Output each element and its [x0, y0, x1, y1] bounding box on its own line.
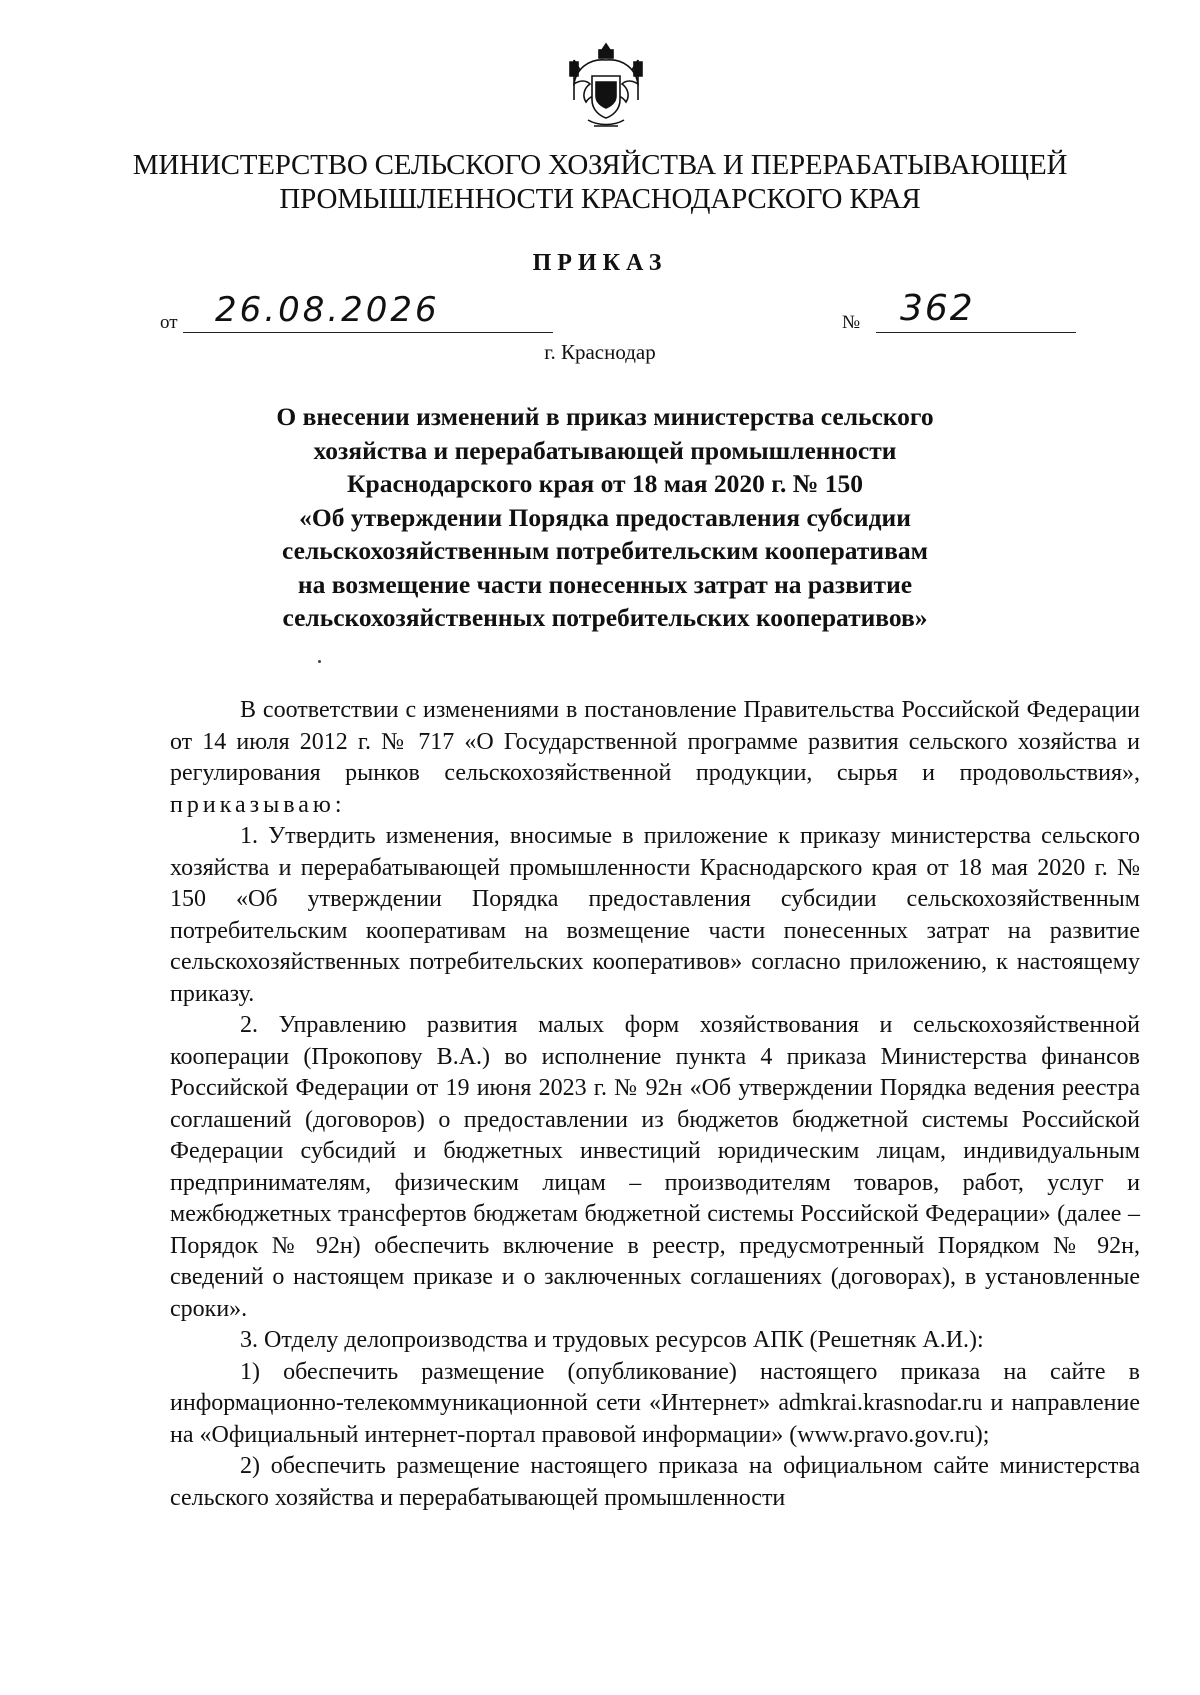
- ministry-line-2: ПРОМЫШЛЕННОСТИ КРАСНОДАРСКОГО КРАЯ: [279, 183, 921, 215]
- document-title: [200, 400, 1010, 635]
- title-line: сельскохозяйственных потребительских кооперативов»: [282, 603, 928, 632]
- handwritten-number: 362: [900, 288, 975, 329]
- date-label: от: [160, 312, 178, 333]
- city: г. Краснодар: [544, 340, 656, 364]
- paragraph-1: 1. Утвердить изменения, вносимые в приложение к приказу министерства сельского хозяйства и перерабатывающей промышленности Краснодарского края от 18 мая 2020 г. № 150 «Об утверждении Порядка предоставления субсидии сельскохозяйственным потребительским кооперативам на возмещение части понесенных затрат на развитие сельскохозяйственных потребительских кооперативов» согласно приложению, к настоящему приказу.: [170, 823, 1140, 1007]
- date-number-row: [160, 288, 1120, 338]
- paragraph-3: 3. Отделу делопроизводства и трудовых ресурсов АПК (Решетняк А.И.):: [240, 1327, 984, 1353]
- title-line: Краснодарского края от 18 мая 2020 г. № 150: [347, 469, 863, 498]
- title-line: О внесении изменений в приказ министерства сельского: [276, 402, 934, 431]
- document-type: ПРИКАЗ: [532, 250, 668, 276]
- title-line: на возмещение части понесенных затрат на развитие: [297, 569, 913, 599]
- ministry-line-1: МИНИСТЕРСТВО СЕЛЬСКОГО ХОЗЯЙСТВА И ПЕРЕРАБАТЫВАЮЩЕЙ: [132, 149, 1068, 181]
- document-body: [170, 695, 1140, 1514]
- stray-dot: [318, 660, 321, 663]
- date-underline: [183, 332, 553, 333]
- handwritten-date: 26.08.2026: [215, 290, 440, 330]
- title-line: сельскохозяйственным потребительским кооперативам: [282, 536, 928, 565]
- paragraph-2: 2. Управлению развития малых форм хозяйствования и сельскохозяйственной кооперации (Прокопову В.А.) во исполнение пункта 4 приказа Министерства финансов Российской Федерации от 19 июня 2023 г. № 92н «Об утверждении Порядка ведения реестра соглашений (договоров) о предоставлении из бюджетов бюджетной системы Российской Федерации субсидий и бюджетных инвестиций юридическим лицам, индивидуальным предпринимателям, физическим лицам – производителям товаров, работ, услуг и межбюджетных трансфертов бюджетам бюджетной системы Российской Федерации» (далее – Порядок № 92н) обеспечить включение в реестр, предусмотренный Порядком № 92н, сведений о настоящем приказе и о заключенных соглашениях (договорах), в установленные сроки».: [170, 1012, 1140, 1322]
- coat-of-arms-icon: [566, 40, 646, 136]
- title-line: хозяйства и перерабатывающей промышленности: [313, 435, 897, 465]
- title-line: «Об утверждении Порядка предоставления субсидии: [299, 502, 911, 532]
- intro-text: В соответствии с изменениями в постановление Правительства Российской Федерации от 14 июля 2012 г. № 717 «О Государственной программе развития сельского хозяйства и регулирования рынков сельскохозяйственной продукции, сырья и продовольствия»,: [170, 697, 1140, 786]
- order-word: приказываю:: [170, 791, 346, 818]
- number-label: №: [842, 312, 861, 333]
- paragraph-3-1: 1) обеспечить размещение (опубликование) настоящего приказа на сайте в информационно-телекоммуникационной сети «Интернет» admkrai.krasnodar.ru и направление на «Официальный интернет-портал правовой информации» (www.pravo.gov.ru);: [170, 1358, 1140, 1448]
- intro-paragraph: [170, 695, 1140, 821]
- number-underline: [876, 332, 1076, 333]
- paragraph-3-2: 2) обеспечить размещение настоящего приказа на официальном сайте министерства сельского хозяйства и перерабатывающей промышленности: [170, 1453, 1140, 1511]
- ministry-name: [100, 148, 1100, 216]
